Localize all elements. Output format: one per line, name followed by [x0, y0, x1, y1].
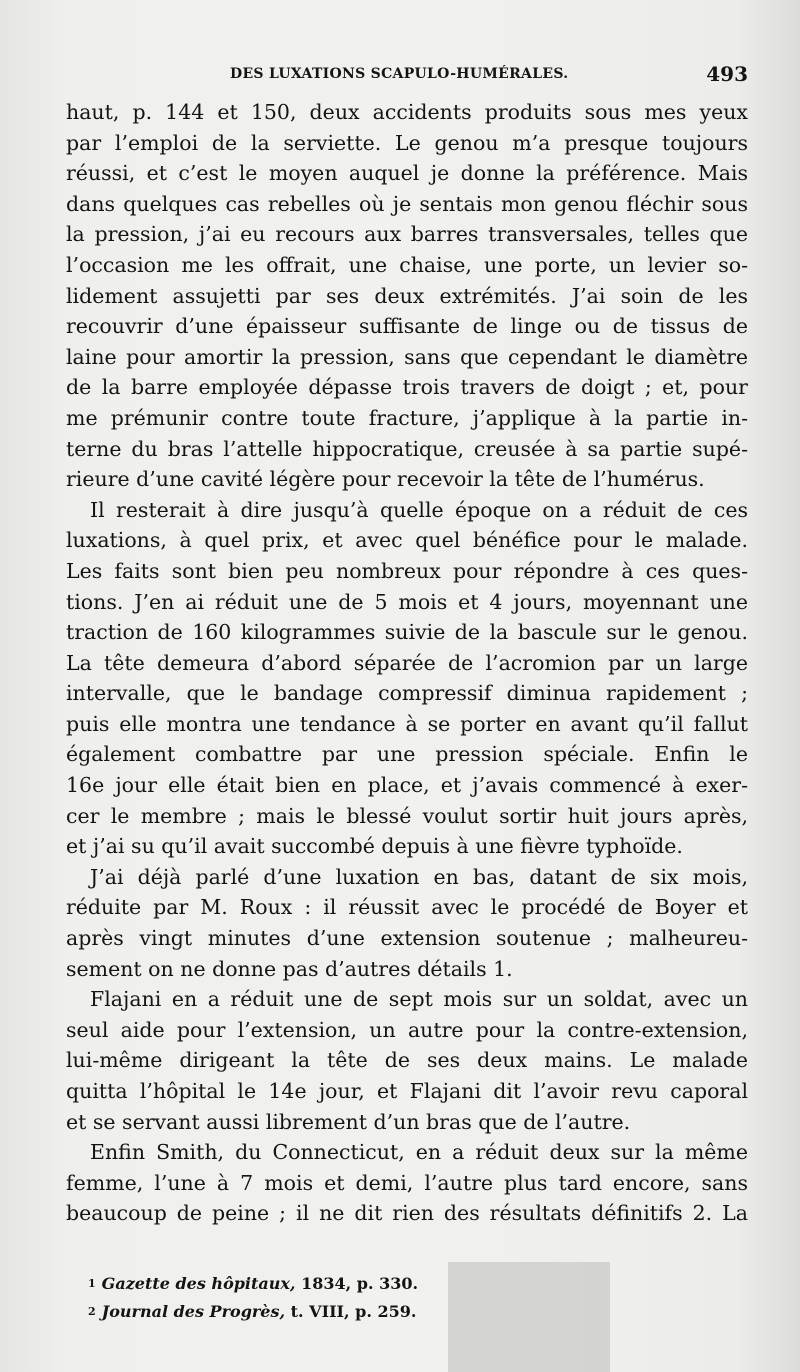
text-line: Flajani en a réduit une de sept mois sur un soldat, avec un [90, 987, 748, 1012]
text-line: Les faits sont bien peu nombreux pour répondre à ces ques- [66, 558, 748, 583]
text-line: lui-même dirigeant la tête de ses deux mains. Le malade [66, 1048, 748, 1073]
text-line: puis elle montra une tendance à se porter en avant qu’il fallut [66, 711, 748, 736]
text-line: J’ai déjà parlé d’une luxation en bas, datant de six mois, [90, 864, 748, 889]
text-line: sement on ne donne pas d’autres détails 1. [66, 956, 513, 981]
text-line: et se servant aussi librement d’un bras que de l’autre. [66, 1109, 631, 1134]
text-line: réussi, et c’est le moyen auquel je donne la préférence. Mais [66, 161, 748, 186]
text-line: Enfin Smith, du Connecticut, en a réduit deux sur la même [90, 1140, 748, 1165]
text-line: l’occasion me les offrait, une chaise, une porte, un levier so- [66, 252, 748, 277]
footnote-title: Gazette des hôpitaux, [101, 1274, 296, 1293]
footnote-mark: 1 [88, 1277, 96, 1290]
text-line: réduite par M. Roux : il réussit avec le procédé de Boyer et [66, 895, 748, 920]
footnote-reference: t. VIII, p. 259. [290, 1302, 417, 1321]
footnote-mark: 2 [88, 1305, 96, 1318]
page-number: 493 [706, 62, 748, 86]
text-line: intervalle, que le bandage compressif diminua rapidement ; [66, 681, 748, 706]
text-line: de la barre employée dépasse trois travers de doigt ; et, pour [66, 375, 748, 400]
text-line: 16e jour elle était bien en place, et j’avais commencé à exer- [66, 773, 748, 798]
text-line: cer le membre ; mais le blessé voulut sortir huit jours après, [66, 803, 748, 828]
text-line: me prémunir contre toute fracture, j’applique à la partie in- [66, 405, 748, 430]
text-line: traction de 160 kilogrammes suivie de la bascule sur le genou. [66, 620, 748, 645]
text-line: également combattre par une pression spéciale. Enfin le [66, 742, 748, 767]
running-header [66, 62, 748, 88]
text-line: luxations, à quel prix, et avec quel bénéfice pour le malade. [66, 528, 748, 553]
footnotes [88, 1270, 748, 1326]
text-line: rieure d’une cavité légère pour recevoir la tête de l’humérus. [66, 467, 705, 492]
text-line: et j’ai su qu’il avait succombé depuis à une fièvre typhoïde. [66, 834, 683, 859]
footnote [88, 1270, 748, 1298]
text-line: Il resterait à dire jusqu’à quelle époque on a réduit de ces [90, 497, 748, 522]
text-line: la pression, j’ai eu recours aux barres transversales, telles que [66, 222, 748, 247]
text-line: recouvrir d’une épaisseur suffisante de linge ou de tissus de [66, 314, 748, 339]
text-line: seul aide pour l’extension, un autre pour la contre-extension, [66, 1017, 748, 1042]
text-line: La tête demeura d’abord séparée de l’acromion par un large [66, 650, 748, 675]
footnote-reference: 1834, p. 330. [301, 1274, 419, 1293]
text-line: dans quelques cas rebelles où je sentais mon genou fléchir sous [66, 191, 748, 216]
text-line: haut, p. 144 et 150, deux accidents produits sous mes yeux [66, 100, 748, 124]
body-text [66, 97, 748, 1229]
text-line: après vingt minutes d’une extension soutenue ; malheureu- [66, 926, 748, 951]
footnote [88, 1298, 748, 1326]
text-line: laine pour amortir la pression, sans que cependant le diamètre [66, 344, 748, 369]
footnote-title: Journal des Progrès, [101, 1302, 286, 1321]
text-line: quitta l’hôpital le 14e jour, et Flajani dit l’avoir revu caporal [66, 1079, 748, 1103]
text-line: terne du bras l’attelle hippocratique, creusée à sa partie supé- [66, 436, 748, 461]
text-line: tions. J’en ai réduit une de 5 mois et 4 jours, moyennant une [66, 589, 748, 614]
running-title: DES LUXATIONS SCAPULO-HUMÉRALES. [230, 66, 569, 82]
text-line: femme, l’une à 7 mois et demi, l’autre plus tard encore, sans [66, 1170, 748, 1195]
text-line: beaucoup de peine ; il ne dit rien des résultats définitifs 2. La [66, 1201, 748, 1226]
text-line: lidement assujetti par ses deux extrémités. J’ai soin de les [66, 283, 748, 308]
text-line: par l’emploi de la serviette. Le genou m’a presque toujours [66, 130, 748, 155]
